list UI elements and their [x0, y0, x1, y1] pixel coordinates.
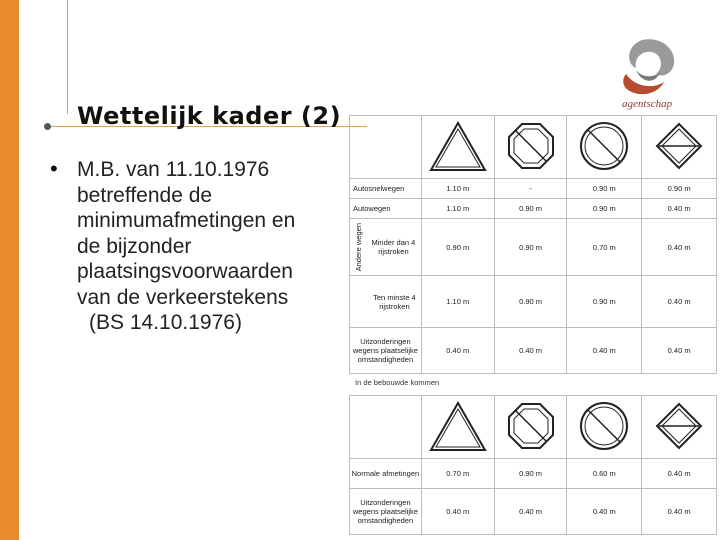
value-cell: 1.10 m [421, 199, 494, 219]
value-cell: 0.40 m [421, 489, 494, 535]
value-cell: 0.40 m [567, 489, 642, 535]
value-cell: 0.40 m [494, 489, 567, 535]
section-label: In de bebouwde kommen [355, 378, 440, 387]
value-cell: 0.40 m [494, 328, 567, 374]
dimensions-table-outside [349, 115, 717, 374]
group-label-wrap [350, 223, 366, 271]
bullet-line: (BS 14.10.1976) [89, 311, 242, 334]
sign-cell [494, 396, 567, 459]
empty-cell [350, 116, 422, 179]
row-label: Ten minste 4 rijstroken [350, 276, 422, 328]
value-cell: 0.90 m [567, 199, 642, 219]
value-cell: 0.40 m [642, 276, 717, 328]
value-cell: 0.40 m [642, 489, 717, 535]
bullet-line: van de verkeerstekens [77, 285, 289, 309]
sign-cell [421, 116, 494, 179]
row-label: Normale afmetingen [350, 459, 422, 489]
row-label: Autowegen [350, 199, 422, 219]
value-cell: 0.90 m [567, 276, 642, 328]
decorative-vertical-line [67, 0, 68, 114]
value-cell: 0.60 m [567, 459, 642, 489]
triangle-icon [428, 119, 488, 173]
value-cell: 0.90 m [642, 179, 717, 199]
triangle-icon [428, 399, 488, 453]
value-cell: 0.90 m [494, 276, 567, 328]
slide-title: Wettelijk kader (2) [77, 102, 342, 130]
value-cell: 0.40 m [642, 219, 717, 276]
bullet-line: minimumafmetingen en [77, 209, 296, 232]
sign-cell [421, 396, 494, 459]
value-cell: 0.70 m [421, 459, 494, 489]
value-cell: 0.40 m [567, 328, 642, 374]
bullet-line: de bijzonder [77, 234, 192, 258]
circle-slash-icon [578, 120, 630, 172]
bullet-symbol: • [50, 156, 58, 181]
group-label: Andere wegen [353, 222, 363, 272]
left-accent-bar [0, 0, 19, 540]
value-cell: 0.40 m [642, 328, 717, 374]
value-cell: 0.40 m [642, 459, 717, 489]
sign-cell [567, 116, 642, 179]
empty-cell [350, 396, 422, 459]
value-cell: 1.10 m [421, 276, 494, 328]
octagon-icon [506, 121, 556, 171]
row-label: Uitzonderingen wegens plaatselijke omstandigheden [350, 328, 422, 374]
value-cell: 0.70 m [567, 219, 642, 276]
decorative-dot [44, 123, 51, 130]
row-label: Autosnelwegen [350, 179, 422, 199]
bullet-text [77, 157, 347, 336]
sign-cell [567, 396, 642, 459]
circle-slash-icon [578, 400, 630, 452]
octagon-icon [506, 401, 556, 451]
row-label: Minder dan 4 rijstroken [371, 238, 416, 256]
sign-cell [642, 116, 717, 179]
sign-cell [642, 396, 717, 459]
logo-text: agentschap [622, 98, 673, 110]
bullet-line: betreffende de [77, 183, 213, 207]
bullet-line: plaatsingsvoorwaarden [77, 260, 293, 283]
value-cell: - [494, 179, 567, 199]
dimensions-table-built-up [349, 395, 717, 535]
bullet-line: M.B. van 11.10.1976 [77, 158, 270, 181]
value-cell: 0.90 m [494, 219, 567, 276]
value-cell: 1.10 m [421, 179, 494, 199]
value-cell: 0.90 m [421, 219, 494, 276]
value-cell: 0.40 m [421, 328, 494, 374]
value-cell: 0.90 m [494, 459, 567, 489]
value-cell: 0.40 m [642, 199, 717, 219]
diamond-icon [655, 402, 703, 450]
diamond-icon [655, 122, 703, 170]
value-cell: 0.90 m [494, 199, 567, 219]
sign-cell [494, 116, 567, 179]
value-cell: 0.90 m [567, 179, 642, 199]
group-cell [350, 219, 422, 276]
row-label: Uitzonderingen wegens plaatselijke omstandigheden [350, 489, 422, 535]
